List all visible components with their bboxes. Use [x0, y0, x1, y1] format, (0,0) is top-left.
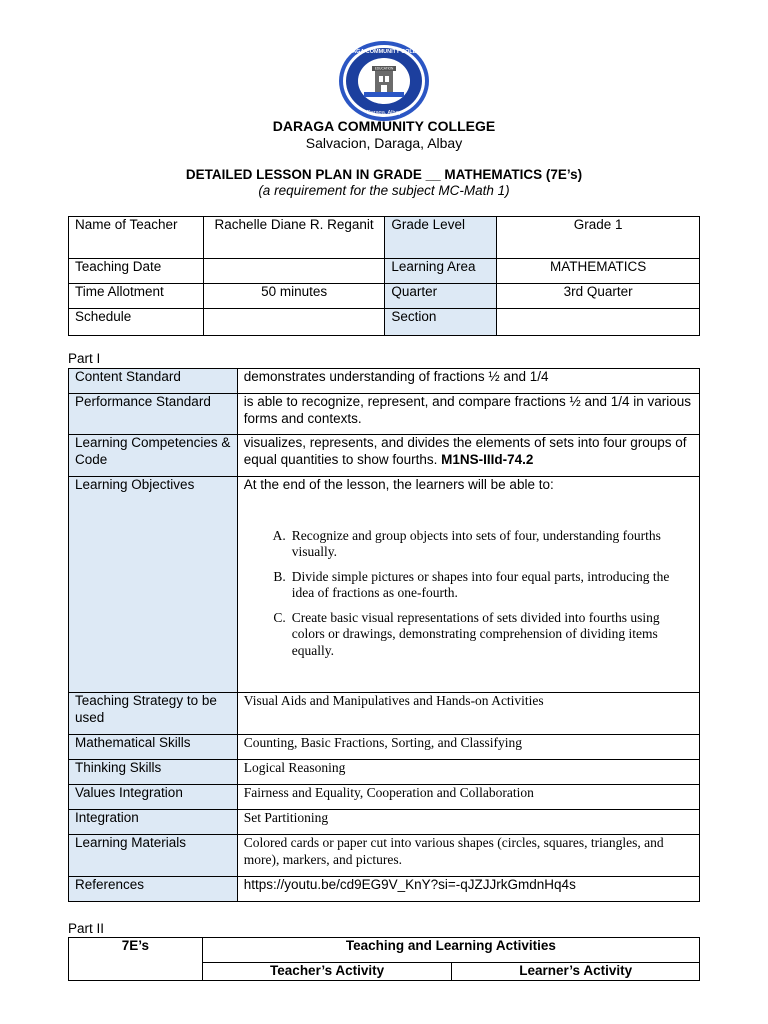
objectives-list — [264, 528, 693, 660]
integration-label: Integration — [69, 810, 238, 835]
institution-address: Salvacion, Daraga, Albay — [305, 135, 463, 151]
strategy-value: Visual Aids and Manipulatives and Hands-on Activities — [237, 693, 699, 735]
content-standard-value: demonstrates understanding of fractions ½ and 1/4 — [237, 369, 699, 394]
thinking-skills-value: Logical Reasoning — [237, 760, 699, 785]
institution-name: DARAGA COMMUNITY COLLEGE — [272, 118, 496, 134]
competencies-text: visualizes, represents, and divides the elements of sets into four groups of equal quantities to show fourths. — [243, 435, 687, 467]
part-one-label: Part I — [68, 351, 101, 366]
quarter-label: Quarter — [385, 284, 497, 309]
area-value: MATHEMATICS — [497, 259, 700, 284]
references-link[interactable]: https://youtu.be/cd9EG9V_KnY?si=-qJZJJrkGmdnHq4s — [237, 877, 699, 902]
header-learner-activity: Learner’s Activity — [452, 963, 700, 981]
integration-value: Set Partitioning — [237, 810, 699, 835]
svg-text:DARAGA COMMUNITY COLLEGE: DARAGA COMMUNITY COLLEGE — [340, 49, 428, 55]
time-label: Time Allotment — [69, 284, 204, 309]
objectives-label: Learning Objectives — [69, 477, 238, 693]
date-label: Teaching Date — [69, 259, 204, 284]
strategy-label: Teaching Strategy to be used — [69, 693, 238, 735]
materials-value: Colored cards or paper cut into various shapes (circles, squares, triangles, and more), markers, and pictures. — [237, 835, 699, 877]
references-label: References — [69, 877, 238, 902]
section-value — [497, 309, 700, 336]
part-two-table — [68, 937, 700, 981]
time-value: 50 minutes — [203, 284, 385, 309]
part-two-label: Part II — [68, 921, 105, 936]
header-teacher-activity: Teacher’s Activity — [202, 963, 452, 981]
performance-standard-value: is able to recognize, represent, and compare fractions ½ and 1/4 in various forms and contexts. — [237, 394, 699, 435]
competencies-value — [237, 435, 699, 477]
thinking-skills-label: Thinking Skills — [69, 760, 238, 785]
teacher-label: Name of Teacher — [69, 217, 204, 259]
part-one-table — [68, 368, 700, 902]
schedule-value — [203, 309, 385, 336]
header-activities: Teaching and Learning Activities — [202, 938, 699, 963]
performance-standard-label: Performance Standard — [69, 394, 238, 435]
header-7es: 7E’s — [69, 938, 203, 981]
teacher-value: Rachelle Diane R. Reganit — [203, 217, 385, 259]
document-title: DETAILED LESSON PLAN IN GRADE __ MATHEMATICS (7E’s) — [185, 167, 583, 182]
list-item: C. Create basic visual representations of sets divided into fourths using colors or drawings, demonstrating comprehension of dividing items equally. — [273, 609, 660, 658]
quarter-value: 3rd Quarter — [497, 284, 700, 309]
grade-label: Grade Level — [385, 217, 497, 259]
document-subtitle: (a requirement for the subject MC-Math 1) — [258, 183, 510, 198]
svg-text:Daraga, Albay: Daraga, Albay — [366, 110, 402, 116]
list-item: B. Divide simple pictures or shapes into four equal parts, introducing the idea of fractions as one-fourth. — [273, 568, 670, 600]
svg-text:EDUCATION: EDUCATION — [374, 66, 394, 71]
date-value — [203, 259, 385, 284]
math-skills-value: Counting, Basic Fractions, Sorting, and Classifying — [237, 735, 699, 760]
section-label: Section — [385, 309, 497, 336]
content-standard-label: Content Standard — [69, 369, 238, 394]
competency-code: M1NS-IIId-74.2 — [441, 451, 534, 467]
schedule-label: Schedule — [69, 309, 204, 336]
area-label: Learning Area — [385, 259, 497, 284]
objectives-cell — [237, 477, 699, 693]
values-integration-label: Values Integration — [69, 785, 238, 810]
materials-label: Learning Materials — [69, 835, 238, 877]
lesson-info-table — [68, 216, 700, 336]
list-item: A. Recognize and group objects into sets of four, understanding fourths visually. — [272, 527, 661, 559]
values-integration-value: Fairness and Equality, Cooperation and Collaboration — [237, 785, 699, 810]
objectives-intro: At the end of the lesson, the learners will be able to: — [243, 477, 554, 492]
math-skills-label: Mathematical Skills — [69, 735, 238, 760]
competencies-label: Learning Competencies & Code — [69, 435, 238, 477]
grade-value: Grade 1 — [497, 217, 700, 259]
college-seal-logo — [338, 40, 430, 122]
